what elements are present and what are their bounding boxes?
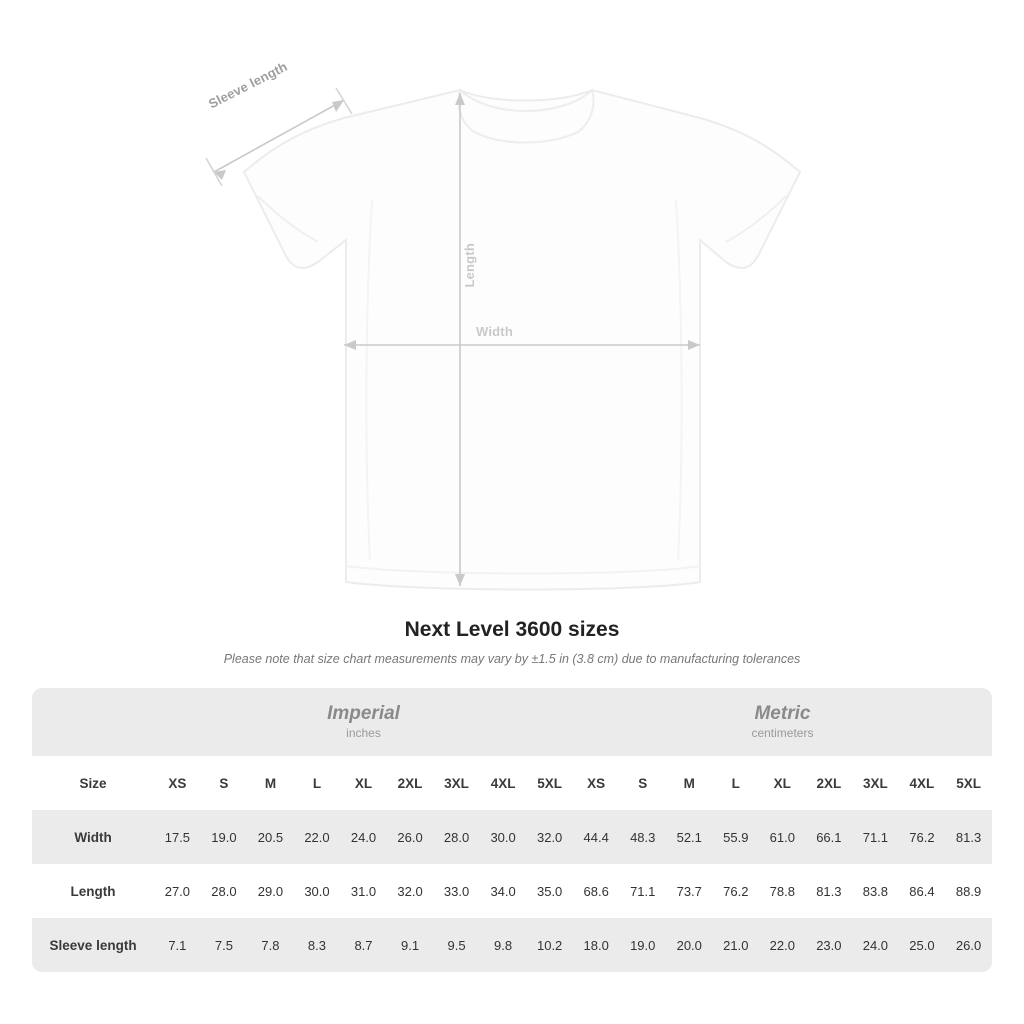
cell-sleeve-4xl-cm: 25.0: [899, 918, 946, 972]
cell-width-5xl-cm: 81.3: [945, 810, 992, 864]
header-size: Size: [32, 756, 154, 810]
cell-sleeve-5xl-in: 10.2: [526, 918, 573, 972]
table-row: [32, 864, 992, 918]
cell-length-4xl-cm: 86.4: [899, 864, 946, 918]
cell-width-xs-cm: 44.4: [573, 810, 620, 864]
label-width: Width: [476, 324, 513, 339]
cell-length-l-cm: 76.2: [713, 864, 760, 918]
cell-sleeve-s-cm: 19.0: [619, 918, 666, 972]
cell-width-3xl-cm: 71.1: [852, 810, 899, 864]
cell-length-3xl-in: 33.0: [433, 864, 480, 918]
header-size-4xl-metric: 4XL: [899, 756, 946, 810]
row-label-length: Length: [32, 864, 154, 918]
header-size-2xl-metric: 2XL: [806, 756, 853, 810]
unit-group-imperial: [154, 688, 573, 756]
cell-sleeve-3xl-cm: 24.0: [852, 918, 899, 972]
unit-group-imperial-name: Imperial: [327, 702, 400, 724]
cell-sleeve-3xl-in: 9.5: [433, 918, 480, 972]
cell-length-m-in: 29.0: [247, 864, 294, 918]
tshirt-shape: [244, 90, 800, 590]
unit-group-metric: [573, 688, 992, 756]
cell-sleeve-5xl-cm: 26.0: [945, 918, 992, 972]
size-chart-table-wrap: [0, 688, 1024, 972]
header-size-s-imperial: S: [201, 756, 248, 810]
header-size-4xl-imperial: 4XL: [480, 756, 527, 810]
cell-length-4xl-in: 34.0: [480, 864, 527, 918]
cell-length-m-cm: 73.7: [666, 864, 713, 918]
cell-length-xs-in: 27.0: [154, 864, 201, 918]
cell-length-l-in: 30.0: [294, 864, 341, 918]
row-label-width: Width: [32, 810, 154, 864]
cell-width-l-in: 22.0: [294, 810, 341, 864]
title-block: [0, 618, 1024, 666]
label-sleeve-length: Sleeve length: [206, 58, 290, 112]
cell-width-l-cm: 55.9: [713, 810, 760, 864]
header-size-m-imperial: M: [247, 756, 294, 810]
cell-sleeve-xs-cm: 18.0: [573, 918, 620, 972]
unit-group-metric-unit: centimeters: [751, 726, 814, 741]
cell-length-2xl-cm: 81.3: [806, 864, 853, 918]
cell-sleeve-m-cm: 20.0: [666, 918, 713, 972]
cell-width-m-in: 20.5: [247, 810, 294, 864]
header-size-xs-imperial: XS: [154, 756, 201, 810]
table-row: [32, 918, 992, 972]
cell-width-3xl-in: 28.0: [433, 810, 480, 864]
cell-sleeve-4xl-in: 9.8: [480, 918, 527, 972]
header-size-3xl-imperial: 3XL: [433, 756, 480, 810]
header-size-l-metric: L: [713, 756, 760, 810]
table-row: [32, 810, 992, 864]
header-size-5xl-metric: 5XL: [945, 756, 992, 810]
header-size-5xl-imperial: 5XL: [526, 756, 573, 810]
size-chart-table: [32, 688, 992, 972]
cell-sleeve-xl-in: 8.7: [340, 918, 387, 972]
cell-length-5xl-cm: 88.9: [945, 864, 992, 918]
cell-sleeve-l-cm: 21.0: [713, 918, 760, 972]
cell-length-s-cm: 71.1: [619, 864, 666, 918]
cell-width-4xl-in: 30.0: [480, 810, 527, 864]
cell-sleeve-2xl-in: 9.1: [387, 918, 434, 972]
header-size-3xl-metric: 3XL: [852, 756, 899, 810]
cell-width-s-in: 19.0: [201, 810, 248, 864]
header-size-xs-metric: XS: [573, 756, 620, 810]
cell-width-2xl-in: 26.0: [387, 810, 434, 864]
cell-length-3xl-cm: 83.8: [852, 864, 899, 918]
cell-length-xl-cm: 78.8: [759, 864, 806, 918]
cell-width-s-cm: 48.3: [619, 810, 666, 864]
cell-sleeve-2xl-cm: 23.0: [806, 918, 853, 972]
cell-sleeve-xs-in: 7.1: [154, 918, 201, 972]
cell-width-5xl-in: 32.0: [526, 810, 573, 864]
page-title: Next Level 3600 sizes: [404, 618, 620, 641]
cell-sleeve-s-in: 7.5: [201, 918, 248, 972]
cell-sleeve-m-in: 7.8: [247, 918, 294, 972]
header-size-2xl-imperial: 2XL: [387, 756, 434, 810]
header-size-l-imperial: L: [294, 756, 341, 810]
cell-sleeve-l-in: 8.3: [294, 918, 341, 972]
cell-length-s-in: 28.0: [201, 864, 248, 918]
cell-width-xl-in: 24.0: [340, 810, 387, 864]
cell-length-2xl-in: 32.0: [387, 864, 434, 918]
unit-group-metric-name: Metric: [754, 702, 811, 724]
row-label-sleeve-length: Sleeve length: [32, 918, 154, 972]
cell-width-m-cm: 52.1: [666, 810, 713, 864]
label-length: Length: [462, 243, 477, 288]
cell-length-xl-in: 31.0: [340, 864, 387, 918]
cell-length-5xl-in: 35.0: [526, 864, 573, 918]
cell-width-xl-cm: 61.0: [759, 810, 806, 864]
tolerance-note: Please note that size chart measurements may vary by ±1.5 in (3.8 cm) due to manufacturing tolerances: [223, 652, 801, 666]
header-size-m-metric: M: [666, 756, 713, 810]
table-header-row: [32, 756, 992, 810]
header-size-xl-imperial: XL: [340, 756, 387, 810]
cell-sleeve-xl-cm: 22.0: [759, 918, 806, 972]
cell-width-xs-in: 17.5: [154, 810, 201, 864]
unit-group-row: [32, 688, 992, 756]
cell-width-2xl-cm: 66.1: [806, 810, 853, 864]
unit-group-imperial-unit: inches: [346, 726, 381, 741]
header-size-s-metric: S: [619, 756, 666, 810]
header-size-xl-metric: XL: [759, 756, 806, 810]
cell-length-xs-cm: 68.6: [573, 864, 620, 918]
cell-width-4xl-cm: 76.2: [899, 810, 946, 864]
unit-spacer: [32, 688, 154, 756]
